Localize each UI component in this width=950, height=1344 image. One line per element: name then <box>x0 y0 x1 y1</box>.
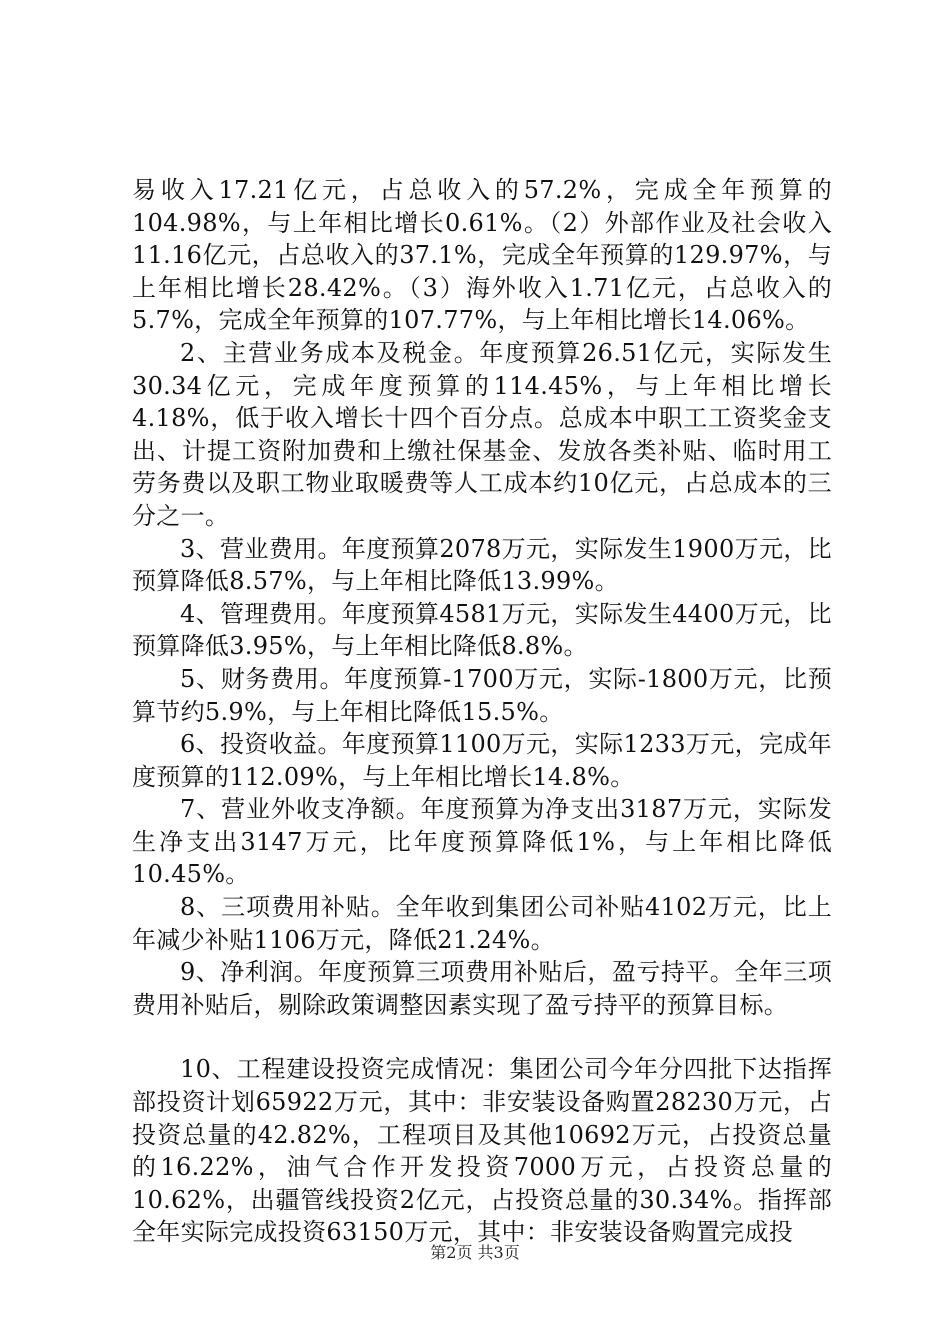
paragraph-gap <box>132 1021 832 1053</box>
page-footer: 第2页 共3页 <box>430 1243 520 1262</box>
paragraph-expense-subsidy: 8、三项费用补贴。全年收到集团公司补贴4102万元，比上年减少补贴1106万元，降低21.24%。 <box>132 893 832 954</box>
paragraph-revenue-continued: 易收入17.21亿元，占总收入的57.2%，完成全年预算的104.98%，与上年相比增长0.61%。（2）外部作业及社会收入11.16亿元，占总收入的37.1%，完成全年预算的129.97%，与上年相比增长28.42%。（3）海外收入1.71亿元，占总收入的5.7%，完成全年预算的107.77%，与上年相比增长14.06%。 <box>132 176 832 335</box>
paragraph-construction-investment: 10、工程建设投资完成情况：集团公司今年分四批下达指挥部投资计划65922万元，其中：非安装设备购置28230万元，占投资总量的42.82%，工程项目及其他10692万元，占投资总量的16.22%，油气合作开发投资7000万元，占投资总量的10.62%，出疆管线投资2亿元，占投资总量的30.34%。指挥部全年实际完成投资63150万元，其中：非安装设备购置完成投 <box>132 1055 832 1247</box>
paragraph-net-profit: 9、净利润。年度预算三项费用补贴后，盈亏持平。全年三项费用补贴后，剔除政策调整因素实现了盈亏持平的预算目标。 <box>132 958 832 1019</box>
paragraph-main-business-cost: 2、主营业务成本及税金。年度预算26.51亿元，实际发生30.34亿元，完成年度预算的114.45%，与上年相比增长4.18%，低于收入增长十四个百分点。总成本中职工工资奖金支出、计提工资附加费和上缴社保基金、发放各类补贴、临时用工劳务费以及职工物业取暖费等人工成本约10亿元，占总成本的三分之一。 <box>132 338 832 530</box>
paragraph-financial-expenses: 5、财务费用。年度预算-1700万元，实际-1800万元，比预算节约5.9%，与上年相比降低15.5%。 <box>132 664 832 726</box>
body-text <box>132 174 832 1249</box>
paragraph-investment-income: 6、投资收益。年度预算1100万元，实际1233万元，完成年度预算的112.09%，与上年相比增长14.8%。 <box>132 730 832 791</box>
paragraph-operating-expenses: 3、营业费用。年度预算2078万元，实际发生1900万元，比预算降低8.57%，与上年相比降低13.99%。 <box>132 534 832 596</box>
paragraph-management-expenses: 4、管理费用。年度预算4581万元，实际发生4400万元，比预算降低3.95%，与上年相比降低8.8%。 <box>132 599 832 661</box>
paragraph-non-operating-net: 7、营业外收支净额。年度预算为净支出3187万元，实际发生净支出3147万元，比年度预算降低1%，与上年相比降低10.45%。 <box>132 795 832 889</box>
